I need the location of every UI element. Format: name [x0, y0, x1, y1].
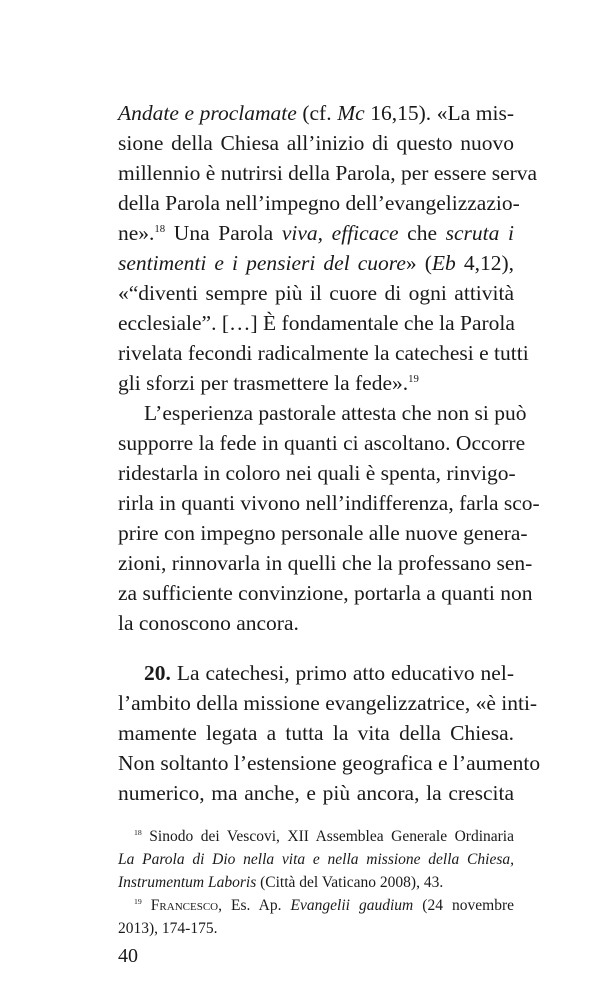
footnote-18-line-2: La Parola di Dio nella vita e nella missione della Chiesa,: [118, 851, 514, 868]
p2-line-7: za sufficiente convinzione, portarla a quanti non: [118, 581, 533, 605]
footnote-19-line-2: 2013), 174-175.: [118, 920, 218, 937]
p2-line-6: zioni, rinnovarla in quelli che la professano sen-: [118, 551, 533, 575]
p2-line-2: supporre la fede in quanti ci ascoltano. Occorre: [118, 431, 526, 455]
p2-line-5: prire con impegno personale alle nuove genera-: [118, 521, 528, 545]
p3-line-3: mamente legata a tutta la vita della Chiesa.: [118, 721, 514, 745]
footnote-ref-19: 19: [408, 372, 419, 385]
p3-line-1: 20. La catechesi, primo atto educativo nel-: [144, 661, 514, 685]
p1-line-2: sione della Chiesa all’inizio di questo nuovo: [118, 131, 514, 155]
p1-line-4: della Parola nell’impegno dell’evangelizzazio-: [118, 191, 520, 215]
p2-line-3: ridestarla in coloro nei quali è spenta, rinvigo-: [118, 461, 516, 485]
p1-line-3: millennio è nutrirsi della Parola, per essere serva: [118, 161, 538, 185]
p1-line-1: Andate e proclamate (cf. Mc 16,15). «La mis-: [118, 101, 514, 125]
p1-line-10: gli sforzi per trasmettere la fede».$^{19}$: [118, 371, 419, 395]
footnote-19-line-1: $^{19}$ Francesco, Es. Ap. Evangelii gaudium (24 novembre: [134, 896, 515, 914]
p2-line-8: la conoscono ancora.: [118, 611, 299, 635]
p1-line-5: ne».$^{18}$ Una Parola viva, efficace che scruta i: [118, 221, 515, 245]
p3-line-5: numerico, ma anche, e più ancora, la crescita: [118, 781, 514, 805]
section-number: 20.: [144, 661, 171, 685]
p1-line-9: rivelata fecondi radicalmente la catechesi e tutti: [118, 341, 529, 365]
page-number: 40: [118, 945, 138, 967]
p2-line-4: rirla in quanti vivono nell’indifferenza, farla sco-: [118, 491, 540, 515]
footnote-18-line-3: Instrumentum Laboris (Città del Vaticano 2008), 43.: [118, 874, 444, 891]
footnote-ref-18: 18: [154, 222, 166, 235]
p1-line-8: ecclesiale”. […] È fondamentale che la Parola: [118, 311, 515, 335]
footnote-18-line-1: $^{18}$ Sinodo dei Vescovi, XII Assemblea Generale Ordinaria: [134, 827, 514, 845]
p2-line-1: L’esperienza pastorale attesta che non si può: [144, 401, 527, 425]
p1-line-6: sentimenti e i pensieri del cuore» (Eb 4,12),: [118, 251, 514, 275]
p3-line-4: Non soltanto l’estensione geografica e l’aumento: [118, 751, 541, 775]
p3-line-2: l’ambito della missione evangelizzatrice, «è inti-: [118, 691, 538, 715]
p1-line-7: «“diventi sempre più il cuore di ogni attività: [118, 281, 514, 305]
